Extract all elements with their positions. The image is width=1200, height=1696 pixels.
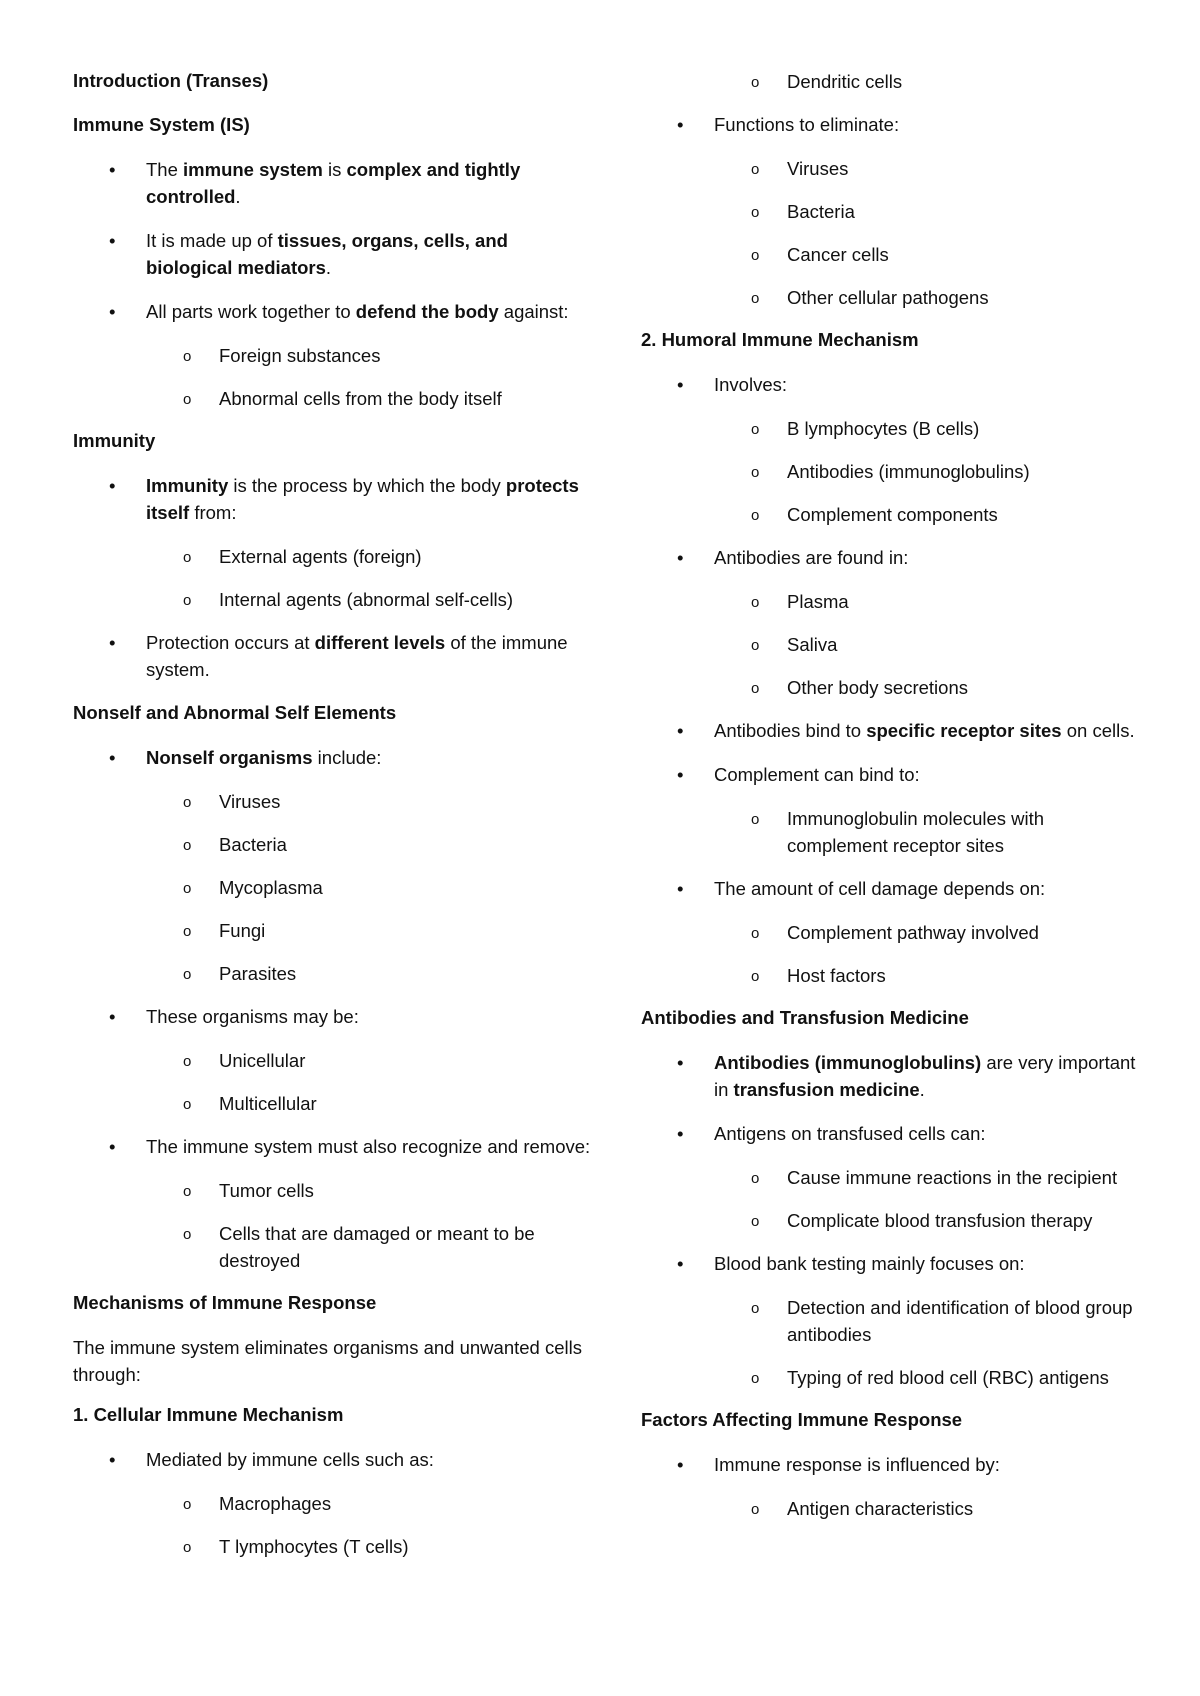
bold-text: specific receptor sites	[866, 720, 1062, 741]
sub-bullet-item: o Foreign substances	[73, 342, 593, 369]
text-run: Protection occurs at	[146, 632, 315, 653]
sub-bullet-item: o Detection and identification of blood group antibodies	[641, 1294, 1141, 1348]
sub-bullet-item: o Cause immune reactions in the recipient	[641, 1164, 1141, 1191]
bold-text: Immunity	[146, 475, 229, 496]
sub-bullet-item: o Plasma	[641, 588, 1141, 615]
text-run: .	[919, 1079, 925, 1100]
sub-bullet-item: o Bacteria	[73, 831, 593, 858]
text-run: Antibodies are found in:	[714, 547, 909, 568]
sub-bullet-item: o Viruses	[641, 155, 1141, 182]
section-heading: Antibodies and Transfusion Medicine	[641, 1007, 969, 1028]
section-heading: Immune System (IS)	[73, 114, 250, 135]
sub-bullet-item: o Dendritic cells	[641, 68, 1141, 95]
text-run: All parts work together to	[146, 301, 356, 322]
sub-bullet-item: o Antigen characteristics	[641, 1495, 1141, 1522]
sub-bullet-item: o Other cellular pathogens	[641, 284, 1141, 311]
bold-text: immune system	[183, 159, 323, 180]
sub-bullet-item: o Unicellular	[73, 1047, 593, 1074]
text-run: Immune response is influenced by:	[714, 1454, 1000, 1475]
section-heading: Immunity	[73, 430, 156, 451]
bullet-item	[641, 1451, 1141, 1478]
sub-bullet-item: o Tumor cells	[73, 1177, 593, 1204]
paragraph: The immune system eliminates organisms and unwanted cells through:	[73, 1337, 582, 1385]
sub-bullet-item: o Complement pathway involved	[641, 919, 1141, 946]
section-heading: Mechanisms of Immune Response	[73, 1292, 377, 1313]
sub-bullet-item: o Saliva	[641, 631, 1141, 658]
bullet-item	[73, 298, 593, 325]
sub-bullet-item: o Mycoplasma	[73, 874, 593, 901]
sub-bullet-item: o Macrophages	[73, 1490, 593, 1517]
bullet-item	[73, 744, 593, 771]
text-run: .	[325, 257, 332, 278]
right-column	[641, 68, 1141, 1538]
section-heading: 2. Humoral Immune Mechanism	[641, 329, 919, 350]
bold-text: Nonself organisms	[146, 747, 313, 768]
text-run: against:	[498, 301, 569, 322]
bullet-item	[641, 544, 1141, 571]
bold-text: defend the body	[355, 301, 499, 322]
bullet-item	[641, 111, 1141, 138]
sub-bullet-item: o Bacteria	[641, 198, 1141, 225]
bold-text: transfusion medicine	[733, 1079, 920, 1100]
section-heading: Nonself and Abnormal Self Elements	[73, 702, 397, 723]
text-run: is	[322, 159, 347, 180]
sub-bullet-item: o External agents (foreign)	[73, 543, 593, 570]
text-run: These organisms may be:	[146, 1006, 359, 1027]
bullet-item	[641, 371, 1141, 398]
text-run: Complement can bind to:	[714, 764, 920, 785]
bullet-item	[641, 761, 1141, 788]
sub-bullet-item: o T lymphocytes (T cells)	[73, 1533, 593, 1560]
sub-bullet-item: o Complicate blood transfusion therapy	[641, 1207, 1141, 1234]
sub-bullet-item: o Host factors	[641, 962, 1141, 989]
bullet-item	[641, 717, 1141, 744]
sub-bullet-item: o Fungi	[73, 917, 593, 944]
bullet-item	[73, 1133, 593, 1160]
bold-text: Antibodies (immunoglobulins)	[714, 1052, 982, 1073]
text-run: Functions to eliminate:	[714, 114, 900, 135]
section-heading: 1. Cellular Immune Mechanism	[73, 1404, 344, 1425]
bullet-item	[73, 156, 593, 210]
text-run: The	[146, 159, 184, 180]
left-column	[73, 68, 593, 1576]
bold-text: different levels	[314, 632, 446, 653]
text-run: The immune system must also recognize and remove:	[146, 1136, 591, 1157]
bullet-item	[641, 875, 1141, 902]
text-run: Antibodies bind to	[714, 720, 867, 741]
text-run: include:	[312, 747, 382, 768]
sub-bullet-item: o Cells that are damaged or meant to be destroyed	[73, 1220, 593, 1274]
sub-bullet-item: o Other body secretions	[641, 674, 1141, 701]
bullet-item	[73, 1446, 593, 1473]
bullet-item	[73, 1003, 593, 1030]
bold-text: protects itself	[146, 475, 579, 523]
sub-bullet-item: o Cancer cells	[641, 241, 1141, 268]
sub-bullet-item: o B lymphocytes (B cells)	[641, 415, 1141, 442]
text-run: Antigens on transfused cells can:	[714, 1123, 986, 1144]
text-run: Involves:	[714, 374, 788, 395]
sub-bullet-item: o Typing of red blood cell (RBC) antigens	[641, 1364, 1141, 1391]
sub-bullet-item: o Internal agents (abnormal self-cells)	[73, 586, 593, 613]
bold-text: tissues, organs, cells, and biological mediators	[146, 230, 508, 278]
text-run: The amount of cell damage depends on:	[714, 878, 1046, 899]
bullet-item	[73, 472, 593, 526]
sub-bullet-item: o Complement components	[641, 501, 1141, 528]
sub-bullet-item: o Abnormal cells from the body itself	[73, 385, 593, 412]
text-run: are very important in	[714, 1052, 1136, 1100]
sub-bullet-item: o Antibodies (immunoglobulins)	[641, 458, 1141, 485]
bullet-item	[641, 1120, 1141, 1147]
text-run: is the process by which the body	[228, 475, 506, 496]
text-run: .	[235, 186, 241, 207]
bullet-item	[641, 1049, 1141, 1103]
sub-bullet-item: o Multicellular	[73, 1090, 593, 1117]
text-run: from:	[189, 502, 237, 523]
sub-bullet-item: o Parasites	[73, 960, 593, 987]
bullet-item	[73, 629, 593, 683]
section-heading: Factors Affecting Immune Response	[641, 1409, 963, 1430]
bullet-item	[641, 1250, 1141, 1277]
text-run: Blood bank testing mainly focuses on:	[714, 1253, 1025, 1274]
text-run: on cells.	[1061, 720, 1135, 741]
section-heading: Introduction (Transes)	[73, 70, 269, 91]
sub-bullet-item: o Immunoglobulin molecules with complement receptor sites	[641, 805, 1141, 859]
sub-bullet-item: o Viruses	[73, 788, 593, 815]
text-run: Mediated by immune cells such as:	[146, 1449, 434, 1470]
bold-text: complex and tightly controlled	[146, 159, 521, 207]
bullet-item	[73, 227, 593, 281]
text-run: It is made up of	[146, 230, 278, 251]
text-run: of the immune system.	[146, 632, 568, 680]
